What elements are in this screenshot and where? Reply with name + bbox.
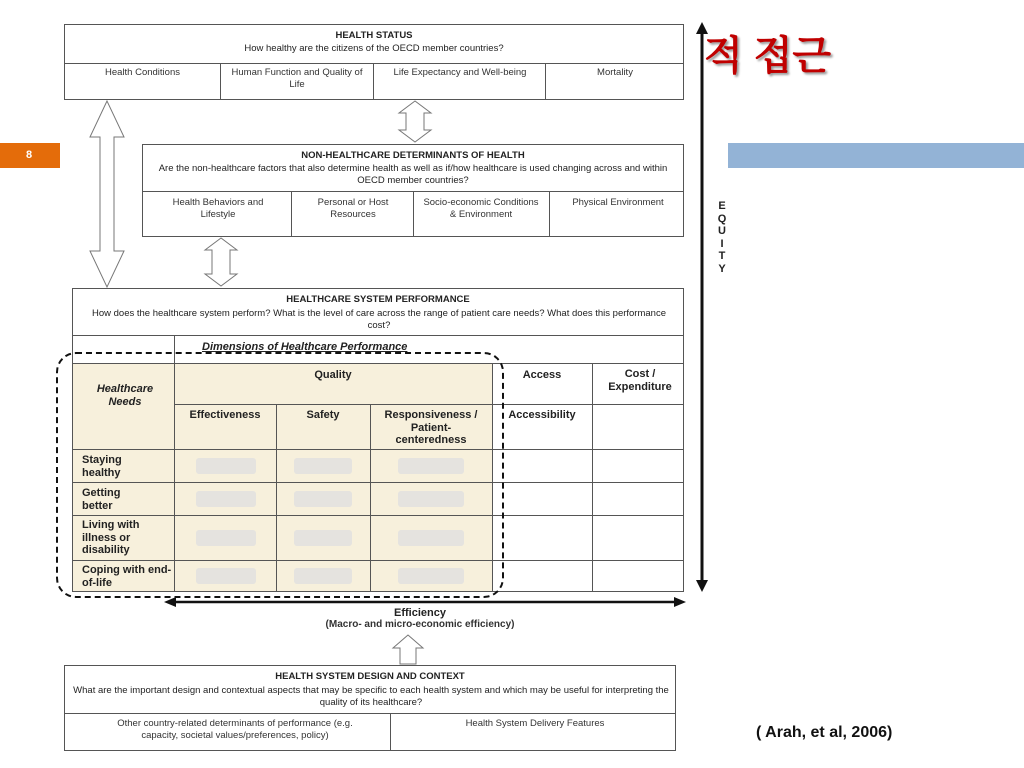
equity-letter: I [720, 237, 724, 250]
equity-letter: T [718, 250, 726, 262]
row-label: Getting better [82, 487, 121, 512]
equity-arrow-head-top [696, 22, 708, 34]
row-label: Staying healthy [82, 454, 122, 479]
design-question: What are the important design and contextual aspects that may be specific to each health system and which may be useful for interpreting the quality of its healthcare? [73, 685, 669, 708]
health-status-cell: Health Conditions [105, 67, 180, 78]
slide-number: 8 [26, 149, 33, 161]
non-healthcare-question: Are the non-healthcare factors that also determine health as well as if/how healthcare is used changing across and within OECD member countries? [158, 163, 668, 186]
row-label: Coping with end-of-life [82, 564, 172, 589]
efficiency-sub: (Macro- and micro-economic efficiency) [325, 619, 515, 630]
equity-label [715, 200, 729, 275]
subheader-accessibility: Accessibility [508, 409, 576, 421]
subheader-responsiveness: Responsiveness / Patient-centeredness [384, 409, 478, 446]
health-status-question: How healthy are the citizens of the OECD member countries? [244, 43, 504, 54]
non-healthcare-cell: Personal or Host Resources [317, 197, 389, 220]
quality-label: Quality [314, 369, 352, 381]
design-left: Other country-related determinants of performance (e.g. capacity, societal values/preferences, policy) [117, 718, 353, 741]
subheader-effectiveness: Effectiveness [189, 409, 261, 421]
slide-title-fragment: 적 접근 [704, 34, 832, 78]
access-label: Access [522, 369, 562, 381]
double-arrow-middle [205, 238, 237, 286]
row-label: Living with illness or disability [82, 519, 140, 556]
non-healthcare-cell: Physical Environment [572, 197, 664, 208]
double-arrow-left [90, 101, 124, 287]
non-healthcare-cell: Health Behaviors and Lifestyle [172, 197, 264, 220]
citation: ( Arah, et al, 2006) [756, 724, 893, 741]
equity-arrow-head-bottom [696, 580, 708, 592]
design-right: Health System Delivery Features [465, 718, 605, 729]
equity-letter: Q [717, 212, 727, 225]
health-status-title: HEALTH STATUS [335, 30, 413, 41]
health-status-cell: Human Function and Quality of Life [231, 67, 363, 90]
subheader-safety: Safety [306, 409, 340, 421]
dimensions-label: Dimensions of Healthcare Performance [202, 341, 408, 353]
up-arrow-design [393, 635, 423, 664]
cost-label: Cost / Expenditure [608, 368, 672, 393]
performance-title: HEALTHCARE SYSTEM PERFORMANCE [286, 294, 470, 305]
efficiency-label: Efficiency [394, 607, 446, 619]
double-arrow-top [399, 101, 431, 142]
needs-label: Healthcare Needs [96, 383, 154, 408]
health-status-cell: Life Expectancy and Well-being [393, 67, 527, 78]
performance-question: How does the healthcare system perform? What is the level of care across the range of patient care needs? What does this performance cost? [92, 308, 666, 331]
equity-letter: U [718, 225, 726, 237]
equity-letter: E [718, 200, 726, 212]
non-healthcare-cell: Socio-economic Conditions & Environment [423, 197, 539, 220]
efficiency-arrow-head-right [674, 597, 686, 607]
non-healthcare-title: NON-HEALTHCARE DETERMINANTS OF HEALTH [301, 150, 525, 161]
design-title: HEALTH SYSTEM DESIGN AND CONTEXT [275, 671, 465, 682]
design-box [64, 665, 676, 751]
equity-letter: Y [718, 262, 726, 275]
health-status-cell: Mortality [597, 67, 633, 78]
efficiency-arrow-head-left [164, 597, 176, 607]
